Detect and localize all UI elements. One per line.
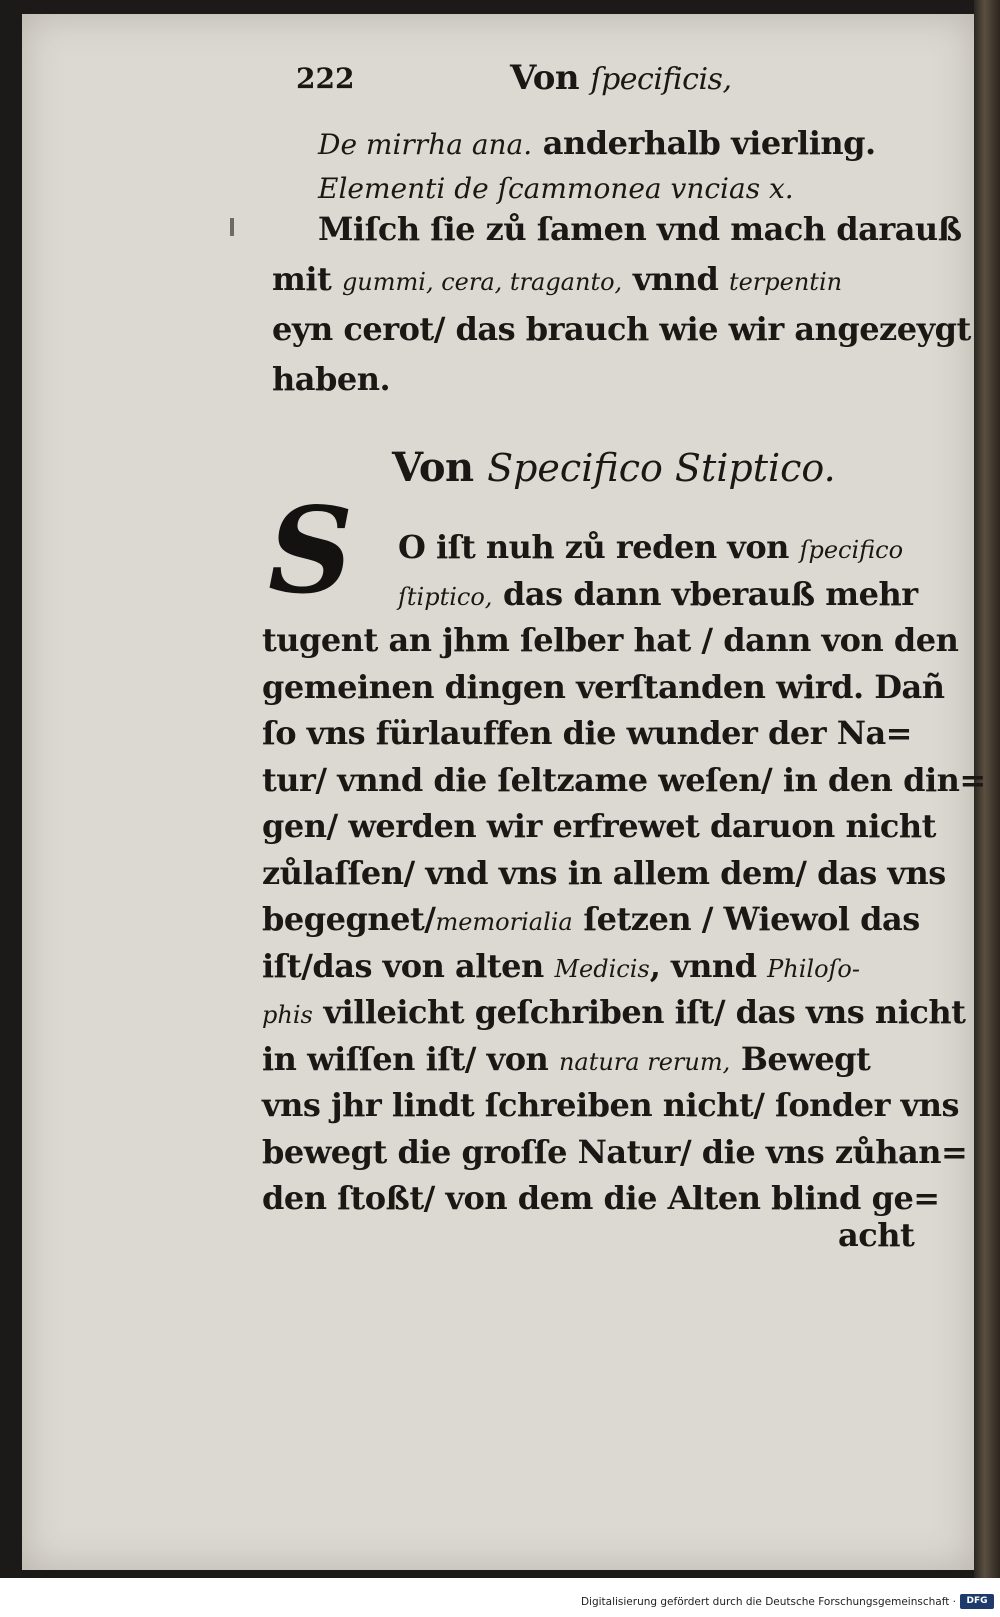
text-line [272, 260, 842, 298]
text-line [262, 947, 860, 985]
text-line [262, 807, 936, 845]
dfg-logo: DFG [960, 1594, 994, 1609]
text-line [262, 621, 958, 659]
italic-span: terpentin [728, 268, 843, 296]
heading-german: Von [392, 444, 488, 491]
blackletter-span: eyn cerot/ das brauch wie wir angezeygt [272, 310, 971, 348]
blackletter-span: O iſt nuh zů reden von [398, 528, 800, 566]
running-title-latin: ſpecificis, [590, 62, 732, 97]
heading-latin: Specifico Stiptico. [487, 446, 836, 490]
margin-mark [230, 218, 234, 236]
blackletter-span: mit [272, 260, 342, 298]
text-line [318, 210, 962, 248]
italic-span: memorialia [435, 908, 573, 936]
blackletter-span: vnnd [622, 260, 729, 298]
text-line [262, 714, 912, 752]
text-line [262, 1133, 967, 1171]
recipe-line-2 [318, 172, 794, 205]
blackletter-span: zůlaſſen/ vnd vns in allem dem/ das vns [262, 853, 946, 892]
blackletter-span: iſt/das von alten [262, 946, 555, 985]
recipe-line-2-latin: Elementi de ſcammonea vncias x. [318, 172, 794, 205]
italic-span: ſtiptico, [398, 582, 493, 611]
text-line [262, 993, 965, 1031]
blackletter-span: ſetzen / Wiewol das [572, 900, 920, 938]
blackletter-span: tugent an jhm ſelber hat / dann von den [262, 621, 959, 659]
text-line [398, 575, 918, 613]
italic-span: ſpecifico [799, 536, 904, 564]
blackletter-span: villeicht geſchriben iſt/ das vns nicht [312, 993, 966, 1031]
blackletter-span: haben. [272, 360, 391, 398]
italic-span: natura rerum, [558, 1047, 731, 1076]
book-edge [974, 0, 1000, 1600]
italic-span: Philoſo- [767, 954, 860, 983]
footer-credit: Digitalisierung gefördert durch die Deutsche Forschungsgemeinschaft · [580, 1596, 956, 1608]
blackletter-span: den ſtoßt/ von dem die Alten blind ge= [262, 1179, 940, 1217]
blackletter-span: tur/ vnnd die ſeltzame weſen/ in den din= [262, 760, 986, 799]
blackletter-span: begegnet/ [262, 900, 436, 938]
blackletter-span: , vnnd [649, 946, 768, 985]
blackletter-span: in wiſſen iſt/ von [262, 1039, 559, 1078]
catchword: acht [838, 1216, 915, 1254]
blackletter-span: Bewegt [730, 1039, 871, 1078]
italic-span: Medicis [554, 954, 650, 983]
blackletter-span: ſo vns fürlauffen die wunder der Na= [262, 714, 912, 752]
text-line [262, 1040, 870, 1078]
italic-span: phis [262, 1001, 313, 1029]
drop-cap: S [268, 481, 354, 620]
recipe-line-1-latin: De mirrha ana. [318, 128, 533, 161]
recipe-line-1 [318, 124, 876, 162]
blackletter-span: Miſch ſie zů ſamen vnd mach darauß [318, 210, 962, 248]
text-line [272, 360, 390, 398]
running-title [510, 58, 731, 98]
page-number: 222 [296, 62, 355, 95]
blackletter-span: das dann vberauß mehr [492, 574, 918, 613]
italic-span: gummi, cera, traganto, [341, 268, 623, 296]
text-line [262, 1179, 940, 1217]
blackletter-span: gen/ werden wir erfrewet daruon nicht [262, 807, 936, 845]
text-line [262, 761, 986, 799]
running-title-word: Von [510, 58, 580, 98]
blackletter-span: gemeinen dingen verſtanden wird. Dañ [262, 667, 945, 706]
text-line [398, 528, 903, 566]
text-line [262, 668, 945, 706]
blackletter-span: bewegt die groſſe Natur/ die vns zůhan= [262, 1132, 968, 1171]
text-line [262, 854, 946, 892]
text-line [262, 900, 920, 938]
text-line [262, 1086, 959, 1124]
blackletter-span: vns jhr lindt ſchreiben nicht/ ſonder vns [262, 1086, 960, 1124]
text-line [272, 310, 971, 348]
recipe-line-1-german: anderhalb vierling. [532, 124, 876, 162]
section-heading [392, 444, 836, 491]
